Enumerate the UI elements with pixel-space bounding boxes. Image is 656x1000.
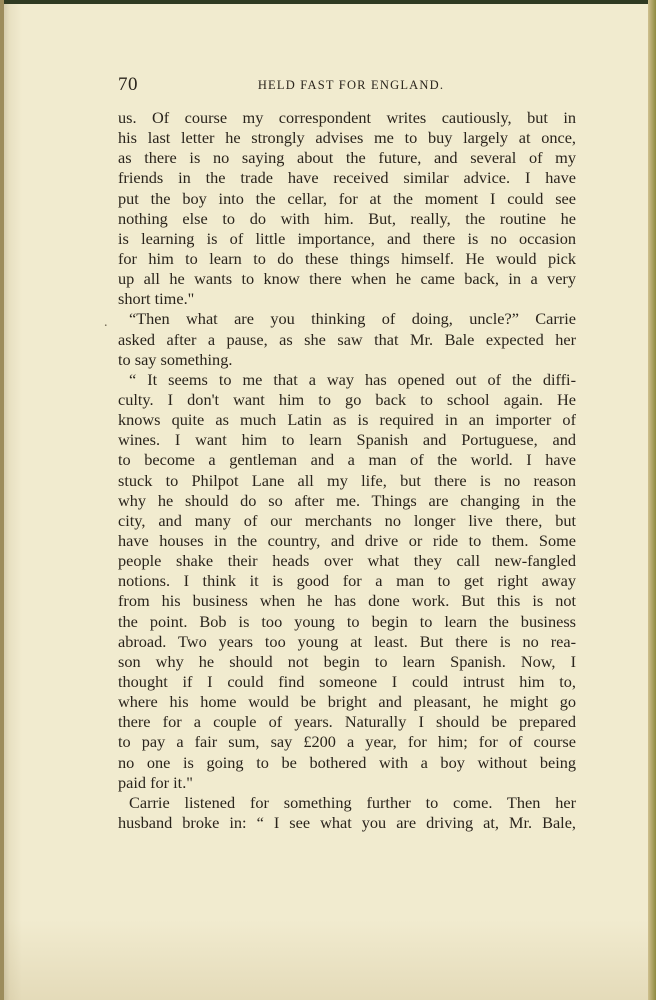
text-line: to say something. xyxy=(118,349,233,369)
text-line: knows quite as much Latin as is required in an importer of xyxy=(118,410,576,430)
text-line: city, and many of our merchants no longer live there, but xyxy=(118,510,576,530)
page-binding-edge xyxy=(0,0,4,1000)
text-line: as there is no saying about the future, and several of my xyxy=(118,148,576,168)
page-right-edge xyxy=(648,0,656,1000)
stray-mark: . xyxy=(104,315,108,330)
text-line: from his business when he has done work. But this is not xyxy=(118,591,576,611)
text-line: why he should do so after me. Things are changing in the xyxy=(118,490,576,510)
text-line: stuck to Philpot Lane all my life, but there is no reason xyxy=(118,470,576,490)
text-line: son why he should not begin to learn Spanish. Now, I xyxy=(118,651,576,671)
text-line: his last letter he strongly advises me to buy largely at once, xyxy=(118,128,576,148)
text-line: nothing else to do with him. But, really, the routine he xyxy=(118,208,576,228)
text-line: have houses in the country, and drive or ride to them. Some xyxy=(118,530,576,550)
body-text xyxy=(118,108,576,833)
text-line: asked after a pause, as she saw that Mr. Bale expected her xyxy=(118,329,576,349)
page-number: 70 xyxy=(118,74,138,95)
text-line: friends in the trade have received similar advice. I have xyxy=(118,168,576,188)
text-line: there for a couple of years. Naturally I should be prepared xyxy=(118,712,576,732)
text-line: notions. I think it is good for a man to get right away xyxy=(118,571,576,591)
text-line: where his home would be bright and pleasant, he might go xyxy=(118,692,576,712)
text-line: culty. I don't want him to go back to school again. He xyxy=(118,389,576,409)
text-line: “Then what are you thinking of doing, uncle?” Carrie xyxy=(129,309,576,329)
text-line: “ It seems to me that a way has opened out of the diffi- xyxy=(129,369,576,389)
text-line: us. Of course my correspondent writes cautiously, but in xyxy=(118,108,576,127)
text-line: short time." xyxy=(118,289,195,309)
running-head: HELD FAST FOR ENGLAND. xyxy=(257,78,445,92)
page-top-edge xyxy=(0,0,656,4)
text-line: put the boy into the cellar, for at the moment I could see xyxy=(118,188,576,208)
text-line: to pay a fair sum, say £200 a year, for him; for of course xyxy=(118,732,576,752)
text-line: husband broke in: “ I see what you are driving at, Mr. Bale, xyxy=(118,812,576,832)
text-line: is learning is of little importance, and there is no occasion xyxy=(118,228,576,248)
page-header xyxy=(118,74,576,96)
text-line: paid for it." xyxy=(118,772,193,792)
text-line: Carrie listened for something further to come. Then her xyxy=(129,792,576,812)
text-line: abroad. Two years too young at least. But there is no rea- xyxy=(118,631,576,651)
text-line: the point. Bob is too young to begin to learn the business xyxy=(118,611,576,631)
text-line: up all he wants to know there when he came back, in a very xyxy=(118,269,576,289)
text-line: for him to learn to do these things himself. He would pick xyxy=(118,248,576,268)
text-line: wines. I want him to learn Spanish and Portuguese, and xyxy=(118,430,576,450)
text-line: to become a gentleman and a man of the world. I have xyxy=(118,450,576,470)
text-line: no one is going to be bothered with a boy without being xyxy=(118,752,576,772)
text-line: thought if I could find someone I could intrust him to, xyxy=(118,671,576,691)
text-line: people shake their heads over what they call new-fangled xyxy=(118,551,576,571)
